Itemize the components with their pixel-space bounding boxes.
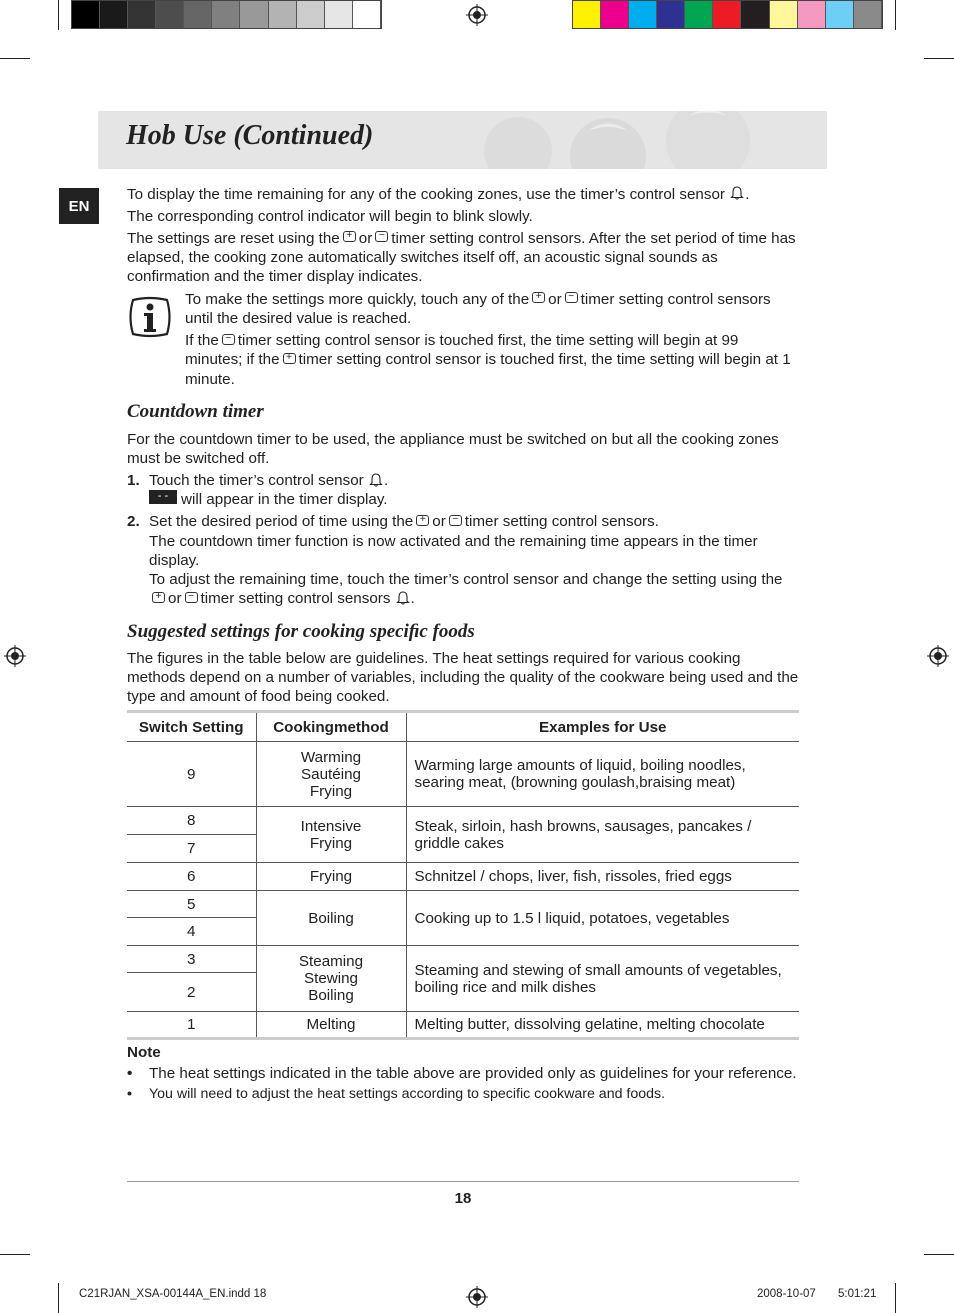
color-swatch <box>297 1 325 28</box>
info-text <box>185 290 799 392</box>
slug-filename: C21RJAN_XSA-00144A_EN.indd 18 <box>79 1288 267 1300</box>
footer-rule <box>127 1181 799 1182</box>
setting-cell: 8 <box>127 807 256 835</box>
countdown-step-2: 2. Set the desired period of time using the + or − timer setting control sensors. The countdown timer function is now activated and the remaining time appears in the timer display. To adjust the remaining time, touch the timer’s control sensor and change the setting using the+ or − timer setting control sensors . <box>127 512 799 608</box>
heat-settings-table <box>127 710 799 1040</box>
color-swatch <box>156 1 184 28</box>
color-swatch <box>353 1 381 28</box>
suggested-intro: The figures in the table below are guidelines. The heat settings required for various cooking methods depend on a number of variables, including the quality of the cookware being used and the type and amount of food being cooked. <box>127 650 799 706</box>
plus-sensor-icon: + <box>416 515 429 526</box>
minus-sensor-icon: − <box>449 515 462 526</box>
setting-cell: 5 <box>127 891 256 918</box>
countdown-intro: For the countdown timer to be used, the appliance must be switched on but all the cooking zones must be switched off. <box>127 431 779 468</box>
table-row <box>127 863 799 891</box>
minus-sensor-icon: − <box>222 334 235 345</box>
color-swatch <box>826 1 854 28</box>
setting-cell: 1 <box>127 1012 256 1039</box>
table-row <box>127 946 799 973</box>
method-cell: Intensive Frying <box>256 807 406 863</box>
table-row <box>127 1012 799 1039</box>
crop-mark <box>0 58 30 59</box>
crop-mark <box>895 1283 896 1313</box>
table-header-cell: Cookingmethod <box>256 712 406 742</box>
minus-sensor-icon: − <box>375 231 388 242</box>
note-section <box>127 1043 799 1105</box>
plus-sensor-icon: + <box>283 353 296 364</box>
countdown-step-1: 1. Touch the timer’s control sensor . - - will appear in the timer display. <box>127 472 389 509</box>
color-swatch <box>770 1 798 28</box>
minus-sensor-icon: − <box>185 592 198 603</box>
page-title: Hob Use (Continued) <box>126 120 374 151</box>
bell-icon <box>396 590 410 605</box>
note-title: Note <box>127 1044 161 1061</box>
note-item: • The heat settings indicated in the table above are provided only as guidelines for your reference. <box>127 1065 797 1083</box>
page-number: 18 <box>454 1190 472 1207</box>
crop-mark <box>895 0 896 30</box>
info-line-1: To make the settings more quickly, touch any of the + or − timer setting control sensors until the desired value is reached. <box>185 291 771 328</box>
crop-mark <box>924 1254 954 1255</box>
bell-icon <box>730 185 744 200</box>
grayscale-color-bar <box>71 0 382 29</box>
registration-mark-icon <box>466 4 488 26</box>
color-swatch <box>212 1 240 28</box>
color-swatch <box>72 1 100 28</box>
color-swatch <box>128 1 156 28</box>
color-swatch <box>184 1 212 28</box>
registration-mark-icon <box>4 645 26 667</box>
setting-cell: 3 <box>127 946 256 973</box>
color-swatch <box>629 1 657 28</box>
bell-icon <box>369 472 383 487</box>
color-swatch <box>601 1 629 28</box>
plus-sensor-icon: + <box>343 231 356 242</box>
plus-sensor-icon: + <box>532 292 545 303</box>
table-row <box>127 807 799 835</box>
intro-line-3: The settings are reset using the + or − timer setting control sensors. After the set period of time has elapsed, the cooking zone automatically switches itself off, an acoustic signal sounds as confirmation and the timer display indicates. <box>127 230 796 286</box>
method-cell: Steaming Stewing Boiling <box>256 946 406 1012</box>
setting-cell: 7 <box>127 835 256 863</box>
bullet-icon: • <box>127 1086 132 1103</box>
color-swatch <box>269 1 297 28</box>
language-tab: EN <box>59 188 99 224</box>
method-cell: Boiling <box>256 891 406 946</box>
minus-sensor-icon: − <box>565 292 578 303</box>
table-row <box>127 891 799 918</box>
intro-text <box>127 185 799 289</box>
plus-sensor-icon: + <box>152 592 165 603</box>
setting-cell: 2 <box>127 973 256 1012</box>
crop-mark <box>924 58 954 59</box>
crop-mark <box>58 1283 59 1313</box>
countdown-text <box>127 430 799 608</box>
process-color-bar <box>572 0 883 29</box>
crop-mark <box>0 1254 30 1255</box>
example-cell: Steaming and stewing of small amounts of vegetables, boiling rice and milk dishes <box>414 961 782 996</box>
slug-time: 5:01:21 <box>838 1288 877 1300</box>
table-header-cell: Examples for Use <box>539 718 667 736</box>
registration-mark-icon <box>466 1286 488 1308</box>
color-swatch <box>798 1 826 28</box>
setting-cell: 6 <box>127 863 256 891</box>
example-cell: Steak, sirloin, hash browns, sausages, pancakes / griddle cakes <box>414 817 752 852</box>
example-cell: Cooking up to 1.5 l liquid, potatoes, vegetables <box>414 909 730 927</box>
color-swatch <box>325 1 353 28</box>
example-cell: Melting butter, dissolving gelatine, melting chocolate <box>414 1016 765 1033</box>
info-line-2: If the − timer setting control sensor is touched first, the time setting will begin at 99 minutes; if the + timer setting control sensor is touched first, the time setting will begin at 1 minute. <box>185 332 791 388</box>
color-swatch <box>657 1 685 28</box>
color-swatch <box>685 1 713 28</box>
step-number: 2. <box>127 513 140 531</box>
method-cell: Melting <box>256 1012 406 1039</box>
info-icon <box>127 296 173 338</box>
bullet-icon: • <box>127 1065 133 1083</box>
intro-line-1: To display the time remaining for any of the cooking zones, use the timer’s control sensor . <box>127 186 750 203</box>
vegetable-watermark-icon <box>458 111 827 169</box>
color-swatch <box>573 1 601 28</box>
table-header-row <box>127 712 799 742</box>
method-cell: Frying <box>256 863 406 891</box>
note-item: • You will need to adjust the heat settings according to specific cookware and foods. <box>127 1085 799 1104</box>
setting-cell: 4 <box>127 918 256 946</box>
color-swatch <box>713 1 741 28</box>
color-swatch <box>100 1 128 28</box>
suggested-heading: Suggested settings for cooking speciﬁc foods <box>127 621 475 642</box>
registration-mark-icon <box>927 645 949 667</box>
table-header-cell: Switch Setting <box>127 712 256 742</box>
section-header-band <box>98 111 827 169</box>
timer-display-icon: - - <box>149 490 177 504</box>
example-cell: Schnitzel / chops, liver, fish, rissoles, fried eggs <box>414 868 732 885</box>
countdown-step-2-note: The countdown timer function is now activated and the remaining time appears in the timer display. <box>149 532 758 569</box>
color-swatch <box>240 1 268 28</box>
slug-date: 2008-10-07 <box>757 1288 816 1300</box>
color-swatch <box>854 1 882 28</box>
step-number: 1. <box>127 472 140 490</box>
crop-mark <box>58 0 59 30</box>
intro-line-2: The corresponding control indicator will begin to blink slowly. <box>127 208 533 225</box>
method-cell: Warming Sautéing Frying <box>256 742 406 807</box>
color-swatch <box>741 1 769 28</box>
example-cell: Warming large amounts of liquid, boiling noodles, searing meat, (browning goulash,braising meat) <box>414 757 746 791</box>
countdown-heading: Countdown timer <box>127 401 264 422</box>
setting-cell: 9 <box>127 742 256 807</box>
table-row <box>127 742 799 807</box>
